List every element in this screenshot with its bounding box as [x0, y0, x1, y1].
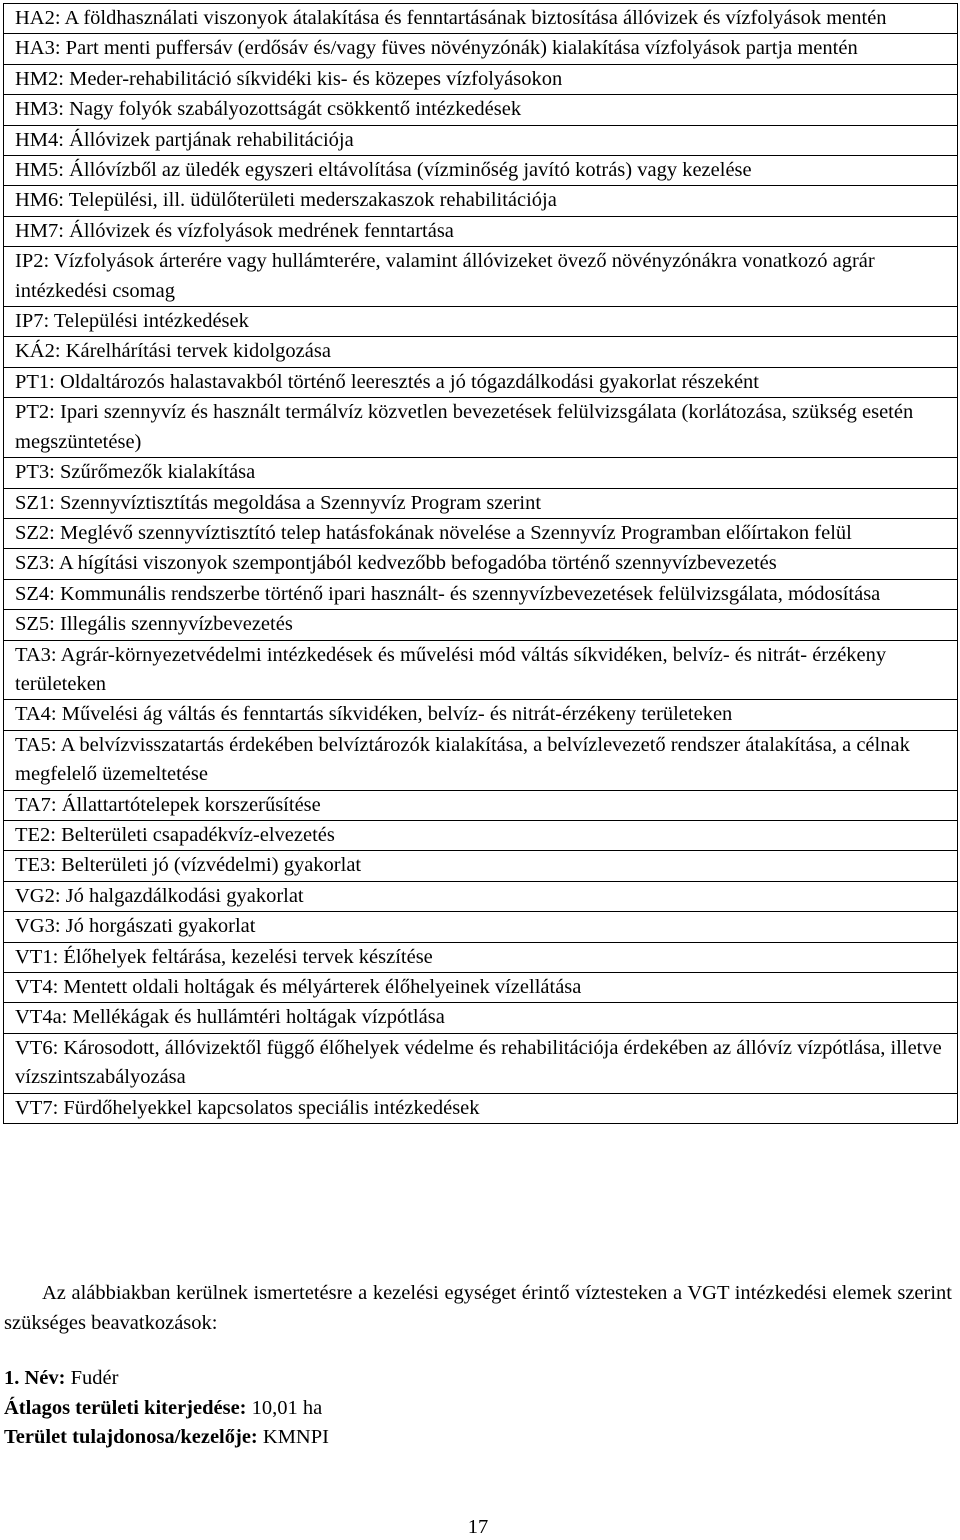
table-cell: VT7: Fürdőhelyekkel kapcsolatos speciális intézkedések [4, 1093, 958, 1123]
table-cell: VT4a: Mellékágak és hullámtéri holtágak vízpótlása [4, 1003, 958, 1033]
table-row [4, 1093, 958, 1123]
table-cell: HA3: Part menti puffersáv (erdősáv és/vagy füves növényzónák) kialakítása vízfolyások partja mentén [4, 34, 958, 64]
table-row [4, 851, 958, 881]
table-cell: TE2: Belterületi csapadékvíz-elvezetés [4, 820, 958, 850]
measures-table [3, 3, 958, 1124]
table-cell: HM2: Meder-rehabilitáció síkvidéki kis- és közepes vízfolyásokon [4, 64, 958, 94]
table-row [4, 518, 958, 548]
table-row [4, 488, 958, 518]
unit-owner-label: Terület tulajdonosa/kezelője: [4, 1426, 258, 1448]
page-number: 17 [467, 1516, 489, 1538]
table-cell: HA2: A földhasználati viszonyok átalakítása és fenntartásának biztosítása állóvizek és vízfolyások mentén [4, 4, 958, 34]
unit-name-label: 1. Név: [4, 1367, 66, 1389]
table-row [4, 186, 958, 216]
table-cell: HM5: Állóvízből az üledék egyszeri eltávolítása (vízminőség javító kotrás) vagy kezelése [4, 156, 958, 186]
table-row [4, 247, 958, 307]
table-cell: HM3: Nagy folyók szabályozottságát csökkentő intézkedések [4, 95, 958, 125]
table-cell: KÁ2: Kárelhárítási tervek kidolgozása [4, 337, 958, 367]
table-cell: SZ5: Illegális szennyvízbevezetés [4, 610, 958, 640]
table-cell: TA5: A belvízvisszatartás érdekében belvíztározók kialakítása, a belvízlevezető rendszer átalakítása, a célnak megfelelő üzemeltetése [4, 730, 958, 790]
table-cell: PT2: Ipari szennyvíz és használt termálvíz közvetlen bevezetések felülvizsgálata (korlátozása, szükség esetén megszüntetése) [4, 398, 958, 458]
table-row [4, 579, 958, 609]
table-cell: TE3: Belterületi jó (vízvédelmi) gyakorlat [4, 851, 958, 881]
table-row [4, 973, 958, 1003]
table-cell: VG3: Jó horgászati gyakorlat [4, 912, 958, 942]
unit-name-value: Fudér [65, 1367, 119, 1389]
unit-area-label: Átlagos területi kiterjedése: [4, 1396, 247, 1419]
table-row [4, 216, 958, 246]
table-cell: VT6: Károsodott, állóvizektől függő élőhelyek védelme és rehabilitációja érdekében az állóvíz vízpótlása, illetve vízszintszabályozása [4, 1033, 958, 1093]
table-cell: SZ3: A hígítási viszonyok szempontjából kedvezőbb befogadóba történő szennyvízbevezetés [4, 549, 958, 579]
table-row [4, 912, 958, 942]
table-row [4, 942, 958, 972]
table-cell: HM6: Települési, ill. üdülőterületi mederszakaszok rehabilitációja [4, 186, 958, 216]
table-row [4, 730, 958, 790]
table-cell: IP7: Települési intézkedések [4, 307, 958, 337]
table-cell: TA7: Állattartótelepek korszerűsítése [4, 790, 958, 820]
table-row [4, 458, 958, 488]
table-row [4, 790, 958, 820]
unit-owner-value: KMNPI [257, 1426, 329, 1448]
table-cell: SZ2: Meglévő szennyvíztisztító telep hatásfokának növelése a Szennyvíz Programban előírtakon felül [4, 518, 958, 548]
table-cell: HM4: Állóvizek partjának rehabilitációja [4, 125, 958, 155]
management-unit-info [4, 1364, 329, 1453]
table-row [4, 881, 958, 911]
table-row [4, 34, 958, 64]
unit-area-value: 10,01 ha [246, 1396, 323, 1419]
table-row [4, 307, 958, 337]
table-cell: PT3: Szűrőmezők kialakítása [4, 458, 958, 488]
table-cell: VG2: Jó halgazdálkodási gyakorlat [4, 881, 958, 911]
table-cell: IP2: Vízfolyások árterére vagy hullámterére, valamint állóvizeket övező növényzónákra vonatkozó agrár intézkedési csomag [4, 247, 958, 307]
table-row [4, 95, 958, 125]
table-row [4, 1033, 958, 1093]
table-row [4, 549, 958, 579]
table-row [4, 156, 958, 186]
table-row [4, 337, 958, 367]
table-cell: VT4: Mentett oldali holtágak és mélyárterek élőhelyeinek vízellátása [4, 973, 958, 1003]
table-cell: VT1: Élőhelyek feltárása, kezelési tervek készítése [4, 942, 958, 972]
table-row [4, 4, 958, 34]
table-cell: PT1: Oldaltározós halastavakból történő leeresztés a jó tógazdálkodási gyakorlat részeként [4, 367, 958, 397]
unit-area-line [4, 1394, 329, 1424]
table-cell: TA4: Művelési ág váltás és fenntartás síkvidéken, belvíz- és nitrát-érzékeny területeken [4, 700, 958, 730]
table-row [4, 820, 958, 850]
table-row [4, 1003, 958, 1033]
intro-paragraph: Az alábbiakban kerülnek ismertetésre a kezelési egységet érintő víztesteken a VGT intézkedési elemek szerint szükséges beavatkozások: [4, 1282, 952, 1334]
table-cell: SZ1: Szennyvíztisztítás megoldása a Szennyvíz Program szerint [4, 488, 958, 518]
unit-name-line [4, 1364, 329, 1394]
unit-owner-line [4, 1423, 329, 1453]
table-cell: SZ4: Kommunális rendszerbe történő ipari használt- és szennyvízbevezetések felülvizsgálata, módosítása [4, 579, 958, 609]
table-row [4, 367, 958, 397]
table-row [4, 700, 958, 730]
table-cell: TA3: Agrár-környezetvédelmi intézkedések és művelési mód váltás síkvidéken, belvíz- és nitrát- érzékeny területeken [4, 640, 958, 700]
table-row [4, 640, 958, 700]
table-cell: HM7: Állóvizek és vízfolyások medrének fenntartása [4, 216, 958, 246]
table-row [4, 64, 958, 94]
table-row [4, 398, 958, 458]
table-row [4, 125, 958, 155]
table-row [4, 610, 958, 640]
